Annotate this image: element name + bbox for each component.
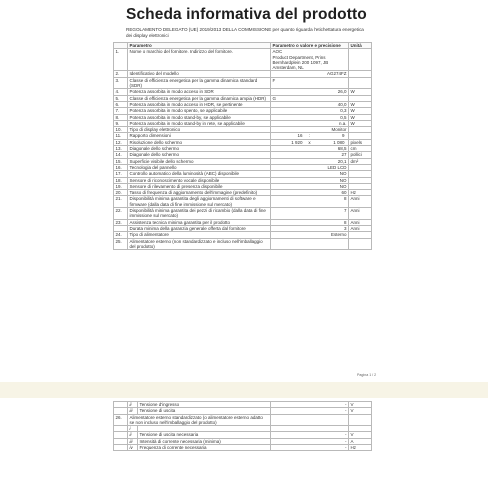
row-unit: V	[349, 432, 372, 438]
row-unit	[349, 414, 372, 426]
row-value: Monitor	[271, 127, 349, 133]
row-unit	[349, 77, 372, 89]
row-number: 22.	[114, 208, 128, 220]
row-value: -	[271, 402, 349, 408]
row-subindex: ii	[128, 432, 138, 438]
row-unit: dm²	[349, 158, 372, 164]
row-value	[271, 414, 349, 426]
row-unit: Anni	[349, 225, 372, 231]
row-unit: W	[349, 108, 372, 114]
row-parameter: Alimentatore esterno standardizzato (o alimentatore esterno adatto se non incluso nell'imballaggio del prodotto)	[128, 414, 271, 426]
row-parameter: Assistenza tecnica minima garantita per il prodotto	[128, 219, 271, 225]
row-unit: W	[349, 89, 372, 95]
page-separator	[0, 382, 488, 398]
row-number: 17.	[114, 171, 128, 177]
row-parameter: Alimentatore esterno (non standardizzato e incluso nell'imballaggio del prodotto)	[128, 238, 271, 250]
table-row	[114, 77, 372, 89]
row-number: 18.	[114, 177, 128, 183]
row-number	[114, 445, 128, 451]
row-parameter: Potenza assorbita in modo spento, se applicabile	[128, 108, 271, 114]
row-number: 6.	[114, 101, 128, 107]
row-number: 1.	[114, 49, 128, 71]
row-parameter: Sensore di riconoscimento vocale disponibile	[128, 177, 271, 183]
row-unit: cm	[349, 146, 372, 152]
row-value-separator: :	[308, 133, 311, 139]
row-number: 4.	[114, 89, 128, 95]
row-unit	[349, 238, 372, 250]
row-value: G	[271, 95, 349, 101]
row-parameter: Identificativo del modello	[128, 71, 271, 77]
row-number: 10.	[114, 127, 128, 133]
row-number: 15.	[114, 158, 128, 164]
row-value-a: 16	[297, 133, 303, 139]
row-parameter: Durata minima della garanzia generale offerta dal fornitore	[128, 225, 271, 231]
table-row	[114, 49, 372, 71]
row-number: 2.	[114, 71, 128, 77]
row-number: 21.	[114, 196, 128, 208]
row-parameter: Tensione d'ingresso	[138, 402, 271, 408]
header-value: Parametro o valore e precisione	[271, 43, 349, 49]
row-value: NO	[271, 177, 349, 183]
row-parameter: Classe di efficienza energetica per la gamma dinamica standard (SDR)	[128, 77, 271, 89]
row-unit	[349, 49, 372, 71]
row-value: n.a.	[271, 120, 349, 126]
row-value: 3	[271, 225, 349, 231]
row-unit: W	[349, 120, 372, 126]
row-subindex: iii	[128, 438, 138, 444]
row-parameter: Superficie visibile dello schermo	[128, 158, 271, 164]
row-parameter: Disponibilità minima garantita degli aggiornamenti di software e firmware (dalla data di fine immissione sul mercato)	[128, 196, 271, 208]
row-parameter: Classe di efficienza energetica per la gamma dinamica ampia (HDR)	[128, 95, 271, 101]
row-value: -	[271, 432, 349, 438]
row-unit: Anni	[349, 219, 372, 225]
row-value-a: 1 920	[291, 139, 303, 145]
row-value: 26,0	[271, 89, 349, 95]
row-parameter: Controllo automatico della luminosità (ABC) disponibile	[128, 171, 271, 177]
document-title: Scheda informativa del prodotto	[126, 6, 367, 23]
row-parameter: Intensità di corrente necessaria (minima)	[138, 438, 271, 444]
row-value: 7	[271, 208, 349, 220]
power-supply-table-body	[114, 402, 372, 451]
power-supply-table	[113, 401, 372, 451]
row-unit: V	[349, 408, 372, 414]
row-value: 40,0	[271, 101, 349, 107]
table-row	[114, 196, 372, 208]
row-value: -	[271, 445, 349, 451]
row-number: 12.	[114, 139, 128, 145]
row-value: 8	[271, 219, 349, 225]
table-row	[114, 414, 372, 426]
table-row	[114, 238, 372, 250]
row-number: 24.	[114, 232, 128, 238]
row-value: F	[271, 77, 349, 89]
row-value: NO	[271, 183, 349, 189]
row-number: 13.	[114, 146, 128, 152]
row-value: 27	[271, 152, 349, 158]
row-value: 60	[271, 190, 349, 196]
row-parameter: Tecnologia del pannello	[128, 164, 271, 170]
regulation-text: REGOLAMENTO DELEGATO (UE) 2019/2013 DELLA COMMISSIONE per quanto riguarda l'etichettatura energetica dei display elettronici	[126, 27, 364, 38]
row-number: 26.	[114, 414, 128, 426]
row-parameter: Tensione di uscita	[138, 408, 271, 414]
row-parameter: Tensione di uscita necessaria	[138, 432, 271, 438]
row-number: 5.	[114, 95, 128, 101]
row-number: 14.	[114, 152, 128, 158]
row-number: 7.	[114, 108, 128, 114]
row-number: 9.	[114, 120, 128, 126]
row-unit: pollici	[349, 152, 372, 158]
document-page-2	[0, 398, 488, 488]
row-value	[271, 133, 349, 139]
row-value: -	[271, 408, 349, 414]
row-number: 16.	[114, 164, 128, 170]
row-number: 20.	[114, 190, 128, 196]
table-row	[114, 445, 372, 451]
row-value	[271, 238, 349, 250]
row-parameter: Diagonale dello schermo	[128, 152, 271, 158]
row-subindex: iii	[128, 408, 138, 414]
row-number: 8.	[114, 114, 128, 120]
row-parameter: Potenza assorbita in modo stand-by, se applicabile	[128, 114, 271, 120]
row-parameter: Potenza assorbita in modo stand-by in rete, se applicabile	[128, 120, 271, 126]
row-unit: pixels	[349, 139, 372, 145]
row-value: AG274FZ	[271, 71, 349, 77]
page-label: Pagina 1 / 2	[357, 373, 377, 377]
row-parameter: Rapporto dimensioni	[128, 133, 271, 139]
row-unit: Hz	[349, 190, 372, 196]
row-subindex: i	[128, 426, 138, 432]
header-unit: Unità	[349, 43, 372, 49]
row-parameter: Tipo di alimentatore	[128, 232, 271, 238]
row-value: 68,5	[271, 146, 349, 152]
row-parameter: Diagonale dello schermo	[128, 146, 271, 152]
header-parameter: Parametro	[128, 43, 271, 49]
row-value: NO	[271, 171, 349, 177]
row-value	[271, 139, 349, 145]
row-value: -	[271, 438, 349, 444]
row-parameter: Disponibilità minima garantita dei pezzi di ricambio (dalla data di fine immissione sul mercato)	[128, 208, 271, 220]
row-unit: W	[349, 101, 372, 107]
row-unit: A	[349, 438, 372, 444]
row-value-b: 1 080	[333, 139, 345, 145]
row-subindex: iv	[128, 445, 138, 451]
row-value: 0,5	[271, 114, 349, 120]
row-value-separator: x	[308, 139, 311, 145]
row-unit: Anni	[349, 196, 372, 208]
row-unit: W	[349, 114, 372, 120]
row-unit: V	[349, 402, 372, 408]
row-number: 25.	[114, 238, 128, 250]
row-parameter: Tasso di frequenza di aggiornamento dell'immagine (predefinito)	[128, 190, 271, 196]
row-subindex: ii	[128, 402, 138, 408]
row-number: 3.	[114, 77, 128, 89]
row-parameter: Nome o marchio del fornitore. Indirizzo del fornitore.	[128, 49, 271, 71]
row-unit: Anni	[349, 208, 372, 220]
row-parameter: Sensore di rilevamento di presenza disponibile	[128, 183, 271, 189]
table-row	[114, 208, 372, 220]
row-parameter: Potenza assorbita in modo acceso in SDR	[128, 89, 271, 95]
row-value: LED LCD	[271, 164, 349, 170]
row-number: 23.	[114, 219, 128, 225]
row-value: AOC Product Department, Prins Bernhardplein 200 1097, JB Amsterdam, NL	[271, 49, 349, 71]
row-unit: Hz	[349, 445, 372, 451]
row-number: 11.	[114, 133, 128, 139]
row-value: 20,1	[271, 158, 349, 164]
row-value: Esterno	[271, 232, 349, 238]
product-info-table-body	[114, 49, 372, 250]
row-parameter: Tipo di display elettronico	[128, 127, 271, 133]
row-value: 0,3	[271, 108, 349, 114]
row-parameter: Potenza assorbita in modo acceso in HDR, se pertinente	[128, 101, 271, 107]
row-value: 8	[271, 196, 349, 208]
product-info-table	[113, 42, 372, 250]
row-number: 19.	[114, 183, 128, 189]
row-parameter: Frequenza di corrente necessaria	[138, 445, 271, 451]
row-parameter: Risoluzione dello schermo	[128, 139, 271, 145]
row-value-b: 9	[341, 133, 345, 139]
